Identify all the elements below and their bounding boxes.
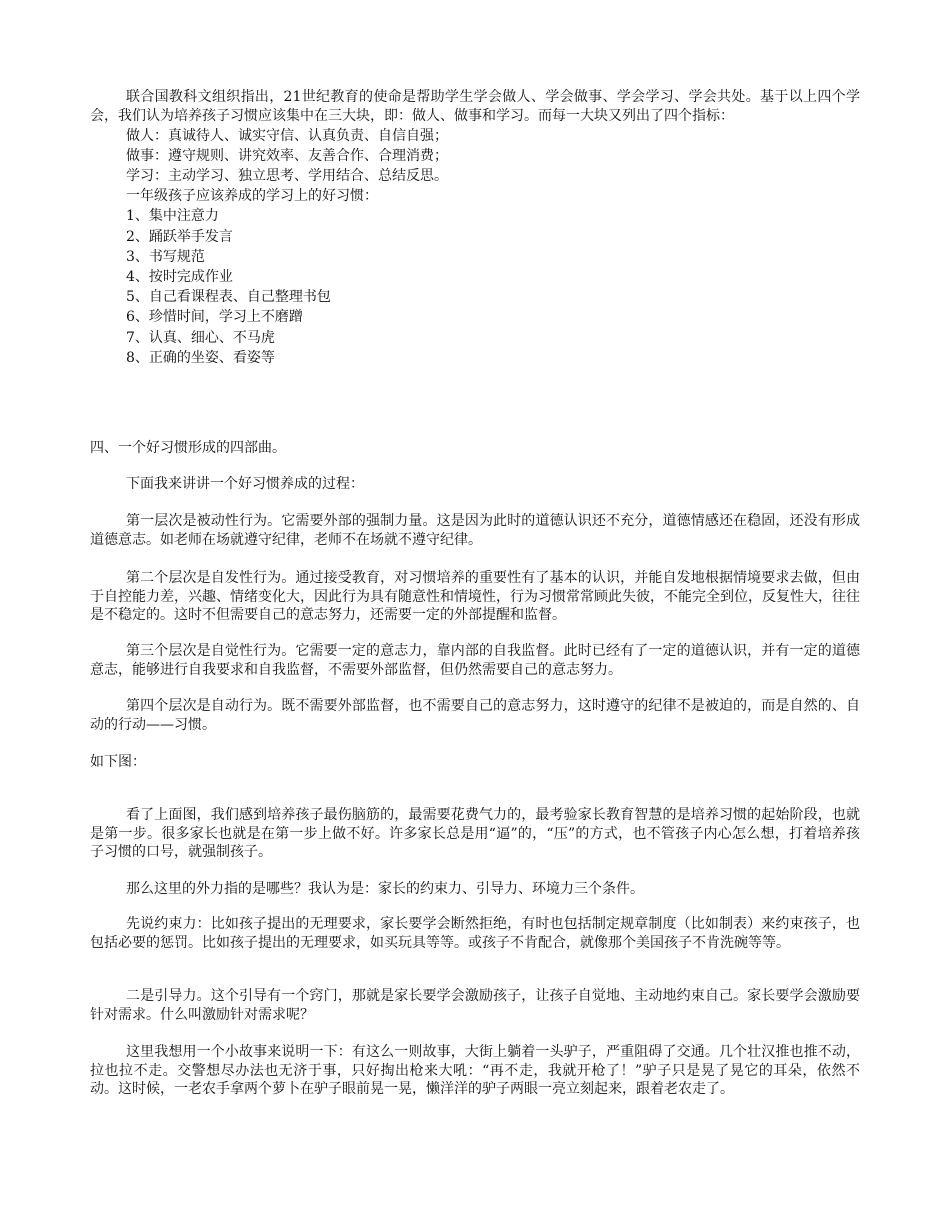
habit-list-item: 4、按时完成作业: [126, 269, 233, 285]
habit-list-item: 3、书写规范: [126, 249, 205, 265]
level-one-paragraph: 第一层次是被动性行为。它需要外部的强制力量。这是因为此时的道德认识还不充分，道德情感还在稳固，还没有形成道德意志。如老师在场就遵守纪律，老师不在场就不遵守纪律。: [90, 513, 860, 548]
section-heading: 四、一个好习惯形成的四部曲。: [90, 440, 286, 456]
habit-list-item: 5、自己看课程表、自己整理书包: [126, 289, 331, 305]
constraint-paragraph: 先说约束力：比如孩子提出的无理要求，家长要学会断然拒绝，有时也包括制定规章制度（比如制表）来约束孩子，也包括必要的惩罚。比如孩子提出的无理要求，如买玩具等等。或孩子不肯配合，就像那个美国孩子不肯洗碗等等。: [90, 916, 860, 951]
grade-one-heading: 一年级孩子应该养成的学习上的好习惯：: [126, 188, 378, 204]
external-force-paragraph: 那么这里的外力指的是哪些？我认为是：家长的约束力、引导力、环境力三个条件。: [126, 881, 644, 897]
habit-list-item: 7、认真、细心、不马虎: [126, 330, 275, 346]
story-paragraph: 这里我想用一个小故事来说明一下：有这么一则故事，大街上躺着一头驴子，严重阻碍了交通。几个壮汉推也推不动，拉也拉不走。交警想尽办法也无济于事，只好掏出枪来大吼：“再不走，我就开枪了！”驴子只是晃了晃它的耳朵，依然不动。这时候，一老农手拿两个萝卜在驴子眼前晃一晃，懒洋洋的驴子两眼一亮立刻起来，跟着老农走了。: [90, 1044, 860, 1097]
indicator-zuoshi: 做事：遵守规则、讲究效率、友善合作、合理消费；: [126, 148, 448, 164]
habit-list-item: 6、珍惜时间，学习上不磨蹭: [126, 309, 303, 325]
habit-list-item: 2、踊跃举手发言: [126, 229, 233, 245]
intro-paragraph: 联合国教科文组织指出，21世纪教育的使命是帮助学生学会做人、学会做事、学会学习、学会共处。基于以上四个学会，我们认为培养孩子习惯应该集中在三大块，即：做人、做事和学习。而每一大块又列出了四个指标：: [90, 89, 860, 124]
guidance-paragraph: 二是引导力。这个引导有一个窍门，那就是家长要学会激励孩子，让孩子自觉地、主动地约束自己。家长要学会激励要针对需求。什么叫激励针对需求呢？: [90, 988, 860, 1023]
level-three-paragraph: 第三个层次是自觉性行为。它需要一定的意志力，靠内部的自我监督。此时已经有了一定的道德认识，并有一定的道德意志，能够进行自我要求和自我监督，不需要外部监督，但仍然需要自己的意志努力。: [90, 643, 860, 678]
indicator-xuexi: 学习：主动学习、独立思考、学用结合、总结反思。: [126, 168, 448, 184]
after-figure-paragraph: 看了上面图，我们感到培养孩子最伤脑筋的，最需要花费气力的，最考验家长教育智慧的是培养习惯的起始阶段，也就是第一步。很多家长也就是在第一步上做不好。许多家长总是用“逼”的，“压”的方式，也不管孩子内心怎么想，打着培养孩子习惯的口号，就强制孩子。: [90, 807, 860, 860]
level-two-paragraph: 第二个层次是自发性行为。通过接受教育，对习惯培养的重要性有了基本的认识，并能自发地根据情境要求去做，但由于自控能力差，兴趣、情绪变化大，因此行为具有随意性和情境性，行为习惯常常顾此失彼，不能完全到位，反复性大，往往是不稳定的。这时不但需要自己的意志努力，还需要一定的外部提醒和监督。: [90, 570, 860, 623]
indicator-zuoren: 做人：真诚待人、诚实守信、认真负责、自信自强；: [126, 128, 448, 144]
figure-reference: 如下图：: [90, 754, 146, 770]
section-lead: 下面我来讲讲一个好习惯养成的过程：: [126, 476, 364, 492]
habit-list-item: 8、正确的坐姿、看姿等: [126, 350, 275, 366]
habit-list-item: 1、集中注意力: [126, 208, 219, 224]
level-four-paragraph: 第四个层次是自动行为。既不需要外部监督，也不需要自己的意志努力，这时遵守的纪律不是被迫的，而是自然的、自动的行动——习惯。: [90, 698, 860, 733]
